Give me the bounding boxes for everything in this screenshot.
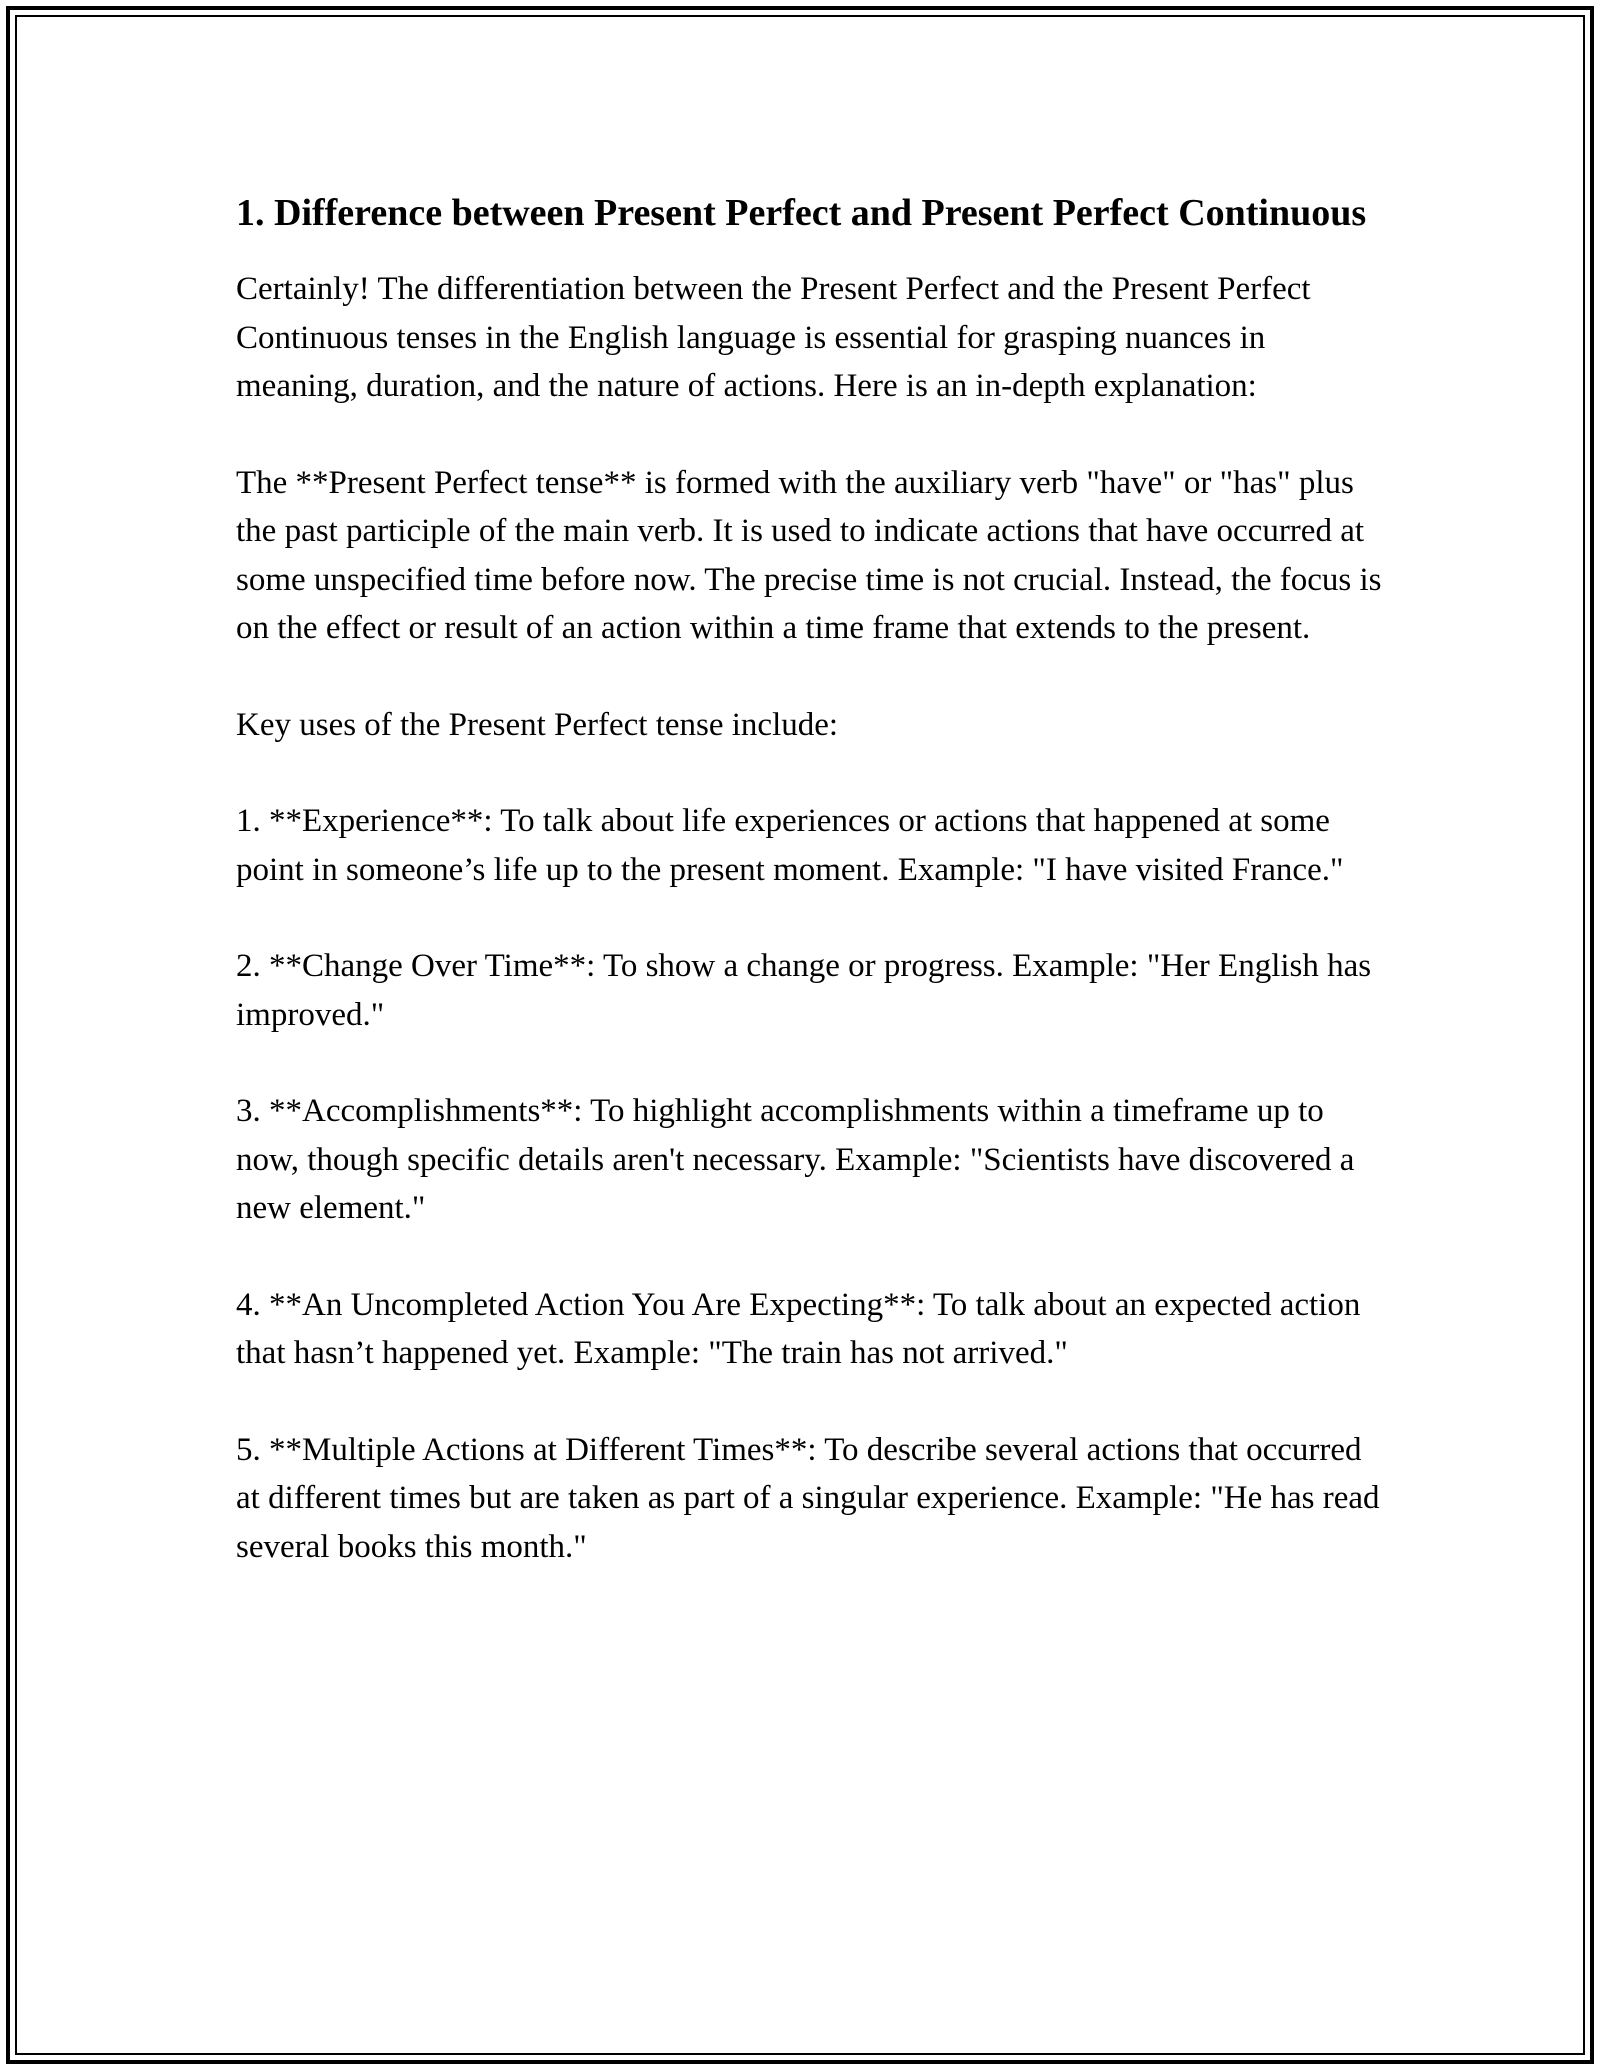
list-item-uncompleted-action: 4. **An Uncompleted Action You Are Expecting**: To talk about an expected action that hasn’t happened yet. Example: "The train has not arrived." [236,1286,1361,1371]
document-heading: 1. Difference between Present Perfect and Present Perfect Continuous [236,192,1367,234]
paragraph-intro: Certainly! The differentiation between the Present Perfect and the Present Perfect Continuous tenses in the English language is essential for grasping nuances in meaning, duration, and the nature of actions. Here is an in-depth explanation: [236,271,1311,404]
paragraph-present-perfect-definition: The **Present Perfect tense** is formed with the auxiliary verb "have" or "has" plus the past participle of the main verb. It is used to indicate actions that have occurred at some unspecified time before now. The precise time is not crucial. Instead, the focus is on the effect or result of an action within a time frame that extends to the present. [236,464,1382,646]
paragraph-key-uses-intro: Key uses of the Present Perfect tense include: [236,706,839,743]
list-item-change-over-time: 2. **Change Over Time**: To show a change or progress. Example: "Her English has improved." [236,948,1372,1033]
list-item-multiple-actions: 5. **Multiple Actions at Different Times**: To describe several actions that occurred at different times but are taken as part of a singular experience. Example: "He has read several books this month." [236,1431,1380,1565]
list-item-experience: 1. **Experience**: To talk about life experiences or actions that happened at some point in someone’s life up to the present moment. Example: "I have visited France." [236,803,1344,888]
document-body [236,186,1386,1571]
list-item-accomplishments: 3. **Accomplishments**: To highlight accomplishments within a timeframe up to now, though specific details aren't necessary. Example: "Scientists have discovered a new element." [236,1093,1355,1226]
